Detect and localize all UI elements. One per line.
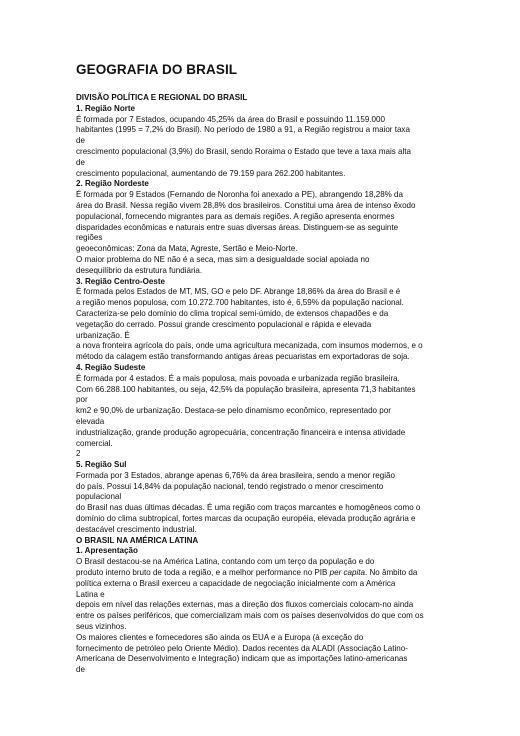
text-line: fornecimento de petróleo pelo Oriente Médio). Dados recentes da ALADI (Associação Latino- (76, 643, 408, 653)
text-line: seus vizinhos. (76, 622, 127, 632)
text-line: regiões (76, 233, 103, 243)
text-line: vegetação do cerrado. Possui grande crescimento populacional e rápida e elevada (76, 319, 372, 329)
text-line: área do Brasil. Nessa região vivem 28,8% dos brasileiros. Constitui uma área de intenso êxodo (76, 200, 416, 210)
section-heading: 1. Região Norte (76, 103, 136, 113)
text-line: É formada por 7 Estados, ocupando 45,25% da área do Brasil e possuindo 11.159.000 (76, 114, 385, 124)
italic-term: per capita (329, 568, 365, 578)
text-line: populacional, fornecendo migrantes para as demais regiões. A região apresenta enormes (76, 211, 395, 221)
text-line: crescimento populacional (3,9%) do Brasil, sendo Roraima o Estado que teve a taxa mais alta (76, 146, 412, 156)
text-line: de (76, 136, 85, 146)
section-heading: DIVISÃO POLÍTICA E REGIONAL DO BRASIL (76, 93, 248, 102)
text-line: geoeconômicas: Zona da Mata, Agreste, Sertão e Meio-Norte. (76, 244, 298, 254)
document-body (76, 93, 476, 676)
text-line: É formada por 4 estados. É a mais populosa, mais povoada e urbanizada região brasileira. (76, 373, 400, 383)
text-line: 2 (76, 449, 81, 459)
text-line: habitantes (1995 = 7,2% do Brasil). No período de 1980 a 91, a Região registrou a maior taxa (76, 125, 410, 135)
text-segment: . No âmbito da (364, 568, 418, 578)
text-line: elevada (76, 416, 105, 426)
document-page (76, 62, 476, 676)
text-line: Formada por 3 Estados, abrange apenas 6,76% da área brasileira, sendo a menor região (76, 470, 395, 480)
text-line: urbanização. É (76, 330, 130, 340)
text-line: depois em nível das relações externas, mas a direção dos fluxos comerciais colocam-no ainda (76, 600, 414, 610)
text-line: por (76, 395, 88, 405)
text-line: desequilíbrio da estrutura fundiária. (76, 265, 203, 275)
text-line: É formada por 9 Estados (Fernando de Noronha foi anexado a PE), abrangendo 18,28% da (76, 190, 404, 200)
text-line: do país. Possui 14,84% da população nacional, tendo registrado o menor crescimento (76, 481, 384, 491)
text-line: O maior problema do NE não é a seca, mas sim a desigualdade social apoiada no (76, 254, 370, 264)
text-line: comercial. (76, 438, 113, 448)
text-line: Os maiores clientes e fornecedores são ainda os EUA e a Europa (à exceção do (76, 632, 364, 642)
text-line: crescimento populacional, aumentando de 79.159 para 262.200 habitantes. (76, 168, 346, 178)
text-line: de (76, 665, 85, 675)
text-line: entre os países periféricos, que comercializam mais com os países desenvolvidos do que com os (76, 611, 424, 621)
text-line: a região menos populosa, com 10.272.700 habitantes, isto é, 6,59% da população nacional. (76, 298, 404, 308)
section-heading: 3. Região Centro-Oeste (76, 276, 165, 286)
text-line: a nova fronteira agrícola do país, onde uma agricultura mecanizada, com insumos modernos, e o (76, 341, 423, 351)
text-line: Latina e (76, 589, 105, 599)
section-heading: 4. Região Sudeste (76, 362, 146, 372)
text-line: disparidades econômicas e naturais entre suas diversas áreas. Distinguem-se as seguinte (76, 222, 399, 232)
text-segment: produto interno bruto de toda a região, e a melhor performance no PIB (76, 568, 330, 578)
document-title: GEOGRAFIA DO BRASIL (76, 62, 238, 77)
text-line: É formada pelos Estados de MT, MS, GO e pelo DF. Abrange 18,86% da área do Brasil e é (76, 287, 401, 297)
text-line: industrialização, grande produção agropecuária, concentração financeira e intensa atividade (76, 427, 406, 437)
text-line: populacional (76, 492, 122, 502)
text-line: política externa o Brasil exerceu a capacidade de negociação inicialmente com a América (76, 578, 396, 588)
text-line: destacável crescimento industrial. (76, 524, 197, 534)
section-heading: 2. Região Nordeste (76, 179, 149, 189)
text-line: Americana de Desenvolvimento e Integração) indicam que as importações latino-americanas (76, 654, 408, 664)
section-heading: 5. Região Sul (76, 460, 127, 470)
text-line: Com 66.288.100 habitantes, ou seja, 42,5% da população brasileira, apresenta 71,3 habitantes (76, 384, 416, 394)
section-heading: O BRASIL NA AMÉRICA LATINA (76, 535, 199, 545)
text-line: de (76, 157, 85, 167)
text-line: domínio do clima subtropical, fortes marcas da ocupação européia, elevada produção agrária e (76, 514, 416, 524)
section-heading: 1. Apresentação (76, 546, 138, 556)
text-line: Caracteriza-se pelo domínio do clima tropical semi-úmido, de extensos chapadões e da (76, 308, 389, 318)
text-line: km2 e 90,0% de urbanização. Destaca-se pelo dinamismo econômico, representado por (76, 406, 391, 416)
text-line: método da calagem estão transformando antigas áreas pecuaristas em exportadoras de soja. (76, 352, 410, 362)
text-line: do Brasil nas duas últimas décadas. É uma região com traços marcantes e homogêneos como o (76, 503, 421, 513)
text-line: O Brasil destacou-se na América Latina, contando com um terço da população e do (76, 557, 375, 567)
text-line (76, 568, 476, 579)
